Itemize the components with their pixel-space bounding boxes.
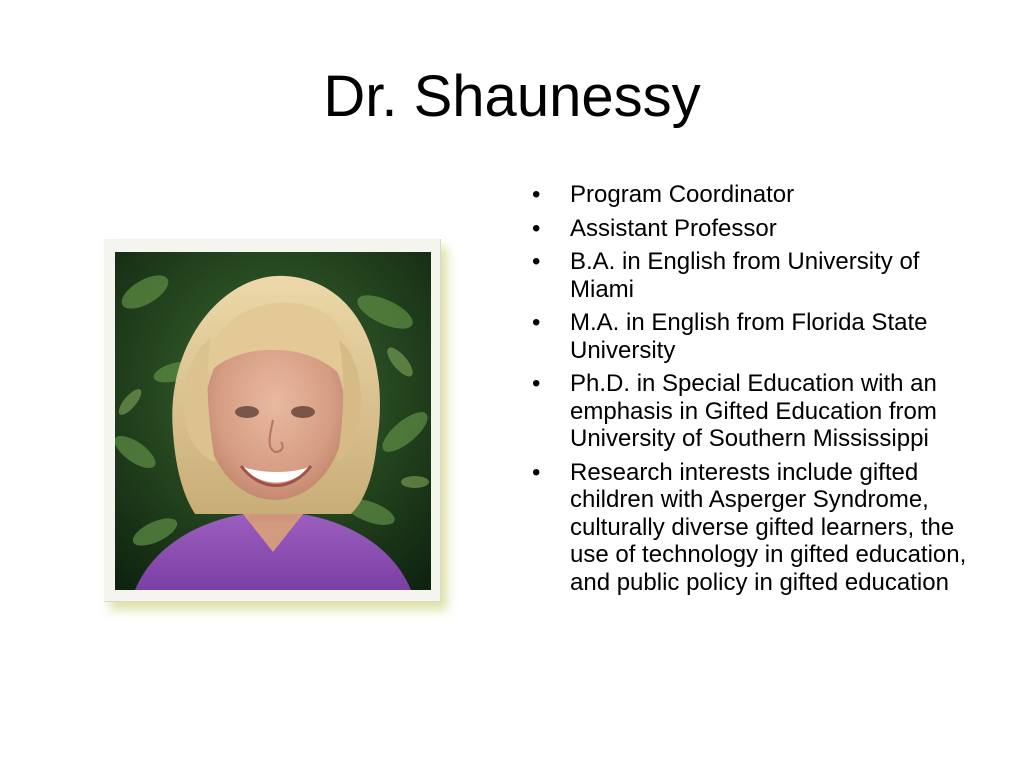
list-item: [532, 370, 972, 453]
portrait-photo: [115, 252, 431, 590]
bullet-list: [532, 181, 972, 602]
bullet-marker: •: [532, 248, 541, 275]
bullet-text: M.A. in English from Florida State University: [570, 309, 928, 364]
bullet-text: Ph.D. in Special Education with an emphasis in Gifted Education from University of Southern Mississippi: [570, 370, 937, 452]
list-item: [532, 309, 972, 364]
list-item: [532, 215, 972, 243]
slide-title: Dr. Shaunessy: [323, 64, 701, 129]
bullet-marker: •: [532, 370, 541, 397]
list-item: [532, 459, 972, 597]
list-item: [532, 248, 972, 303]
bullet-marker: •: [532, 309, 541, 336]
bullet-text: Assistant Professor: [570, 214, 777, 242]
bullet-marker: •: [532, 458, 541, 486]
photo-frame: [104, 239, 441, 602]
list-item: [532, 181, 972, 209]
bullet-text: Research interests include gifted children with Asperger Syndrome, culturally diverse gifted learners, the use of technology in gifted education, and public policy in gifted education: [570, 458, 967, 596]
bullet-text: B.A. in English from University of Miami: [570, 248, 920, 303]
bullet-marker: •: [532, 181, 541, 208]
bullet-marker: •: [532, 214, 541, 242]
bullet-text: Program Coordinator: [570, 181, 795, 208]
